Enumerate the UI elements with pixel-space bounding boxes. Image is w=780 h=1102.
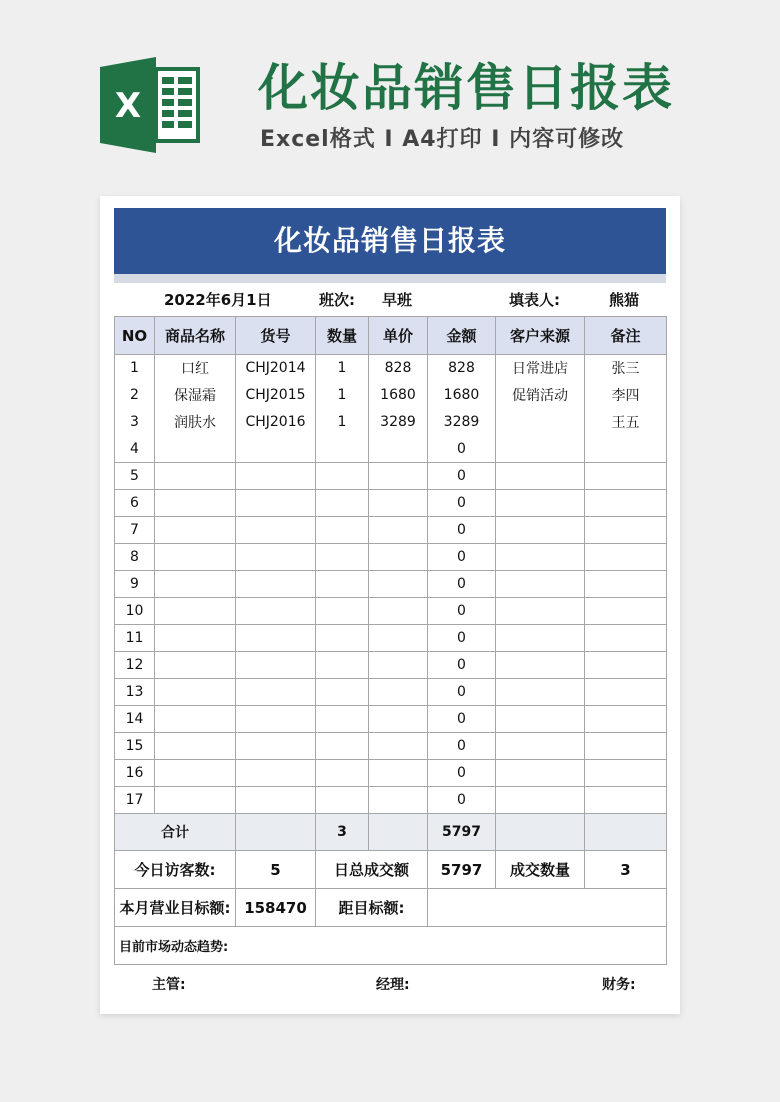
cell-amount[interactable]: 0 bbox=[428, 436, 496, 463]
finance-signature[interactable]: 财务: bbox=[602, 977, 636, 993]
cell-no[interactable]: 3 bbox=[115, 409, 155, 436]
cell-quantity[interactable] bbox=[316, 598, 369, 625]
table-row bbox=[115, 733, 667, 760]
cell-product[interactable]: 润肤水 bbox=[155, 409, 236, 436]
daily-total-value[interactable]: 5797 bbox=[428, 851, 496, 889]
cell-quantity[interactable] bbox=[316, 787, 369, 814]
cell-sku[interactable]: CHJ2014 bbox=[236, 355, 316, 382]
table-row bbox=[115, 598, 667, 625]
cell-amount[interactable]: 0 bbox=[428, 706, 496, 733]
table-row bbox=[115, 409, 667, 436]
cell-sku[interactable] bbox=[236, 787, 316, 814]
table-row bbox=[115, 436, 667, 463]
cell-product[interactable] bbox=[155, 625, 236, 652]
cell-quantity[interactable] bbox=[316, 490, 369, 517]
col-header-no: NO bbox=[115, 317, 155, 355]
cell-product[interactable]: 保湿霜 bbox=[155, 382, 236, 409]
cell-sku[interactable] bbox=[236, 733, 316, 760]
cell-unit-price[interactable] bbox=[369, 706, 428, 733]
cell-product[interactable] bbox=[155, 787, 236, 814]
cell-quantity[interactable] bbox=[316, 463, 369, 490]
monthly-target-value[interactable]: 158470 bbox=[236, 889, 316, 927]
cell-source[interactable] bbox=[496, 598, 585, 625]
cell-sku[interactable] bbox=[236, 463, 316, 490]
cell-unit-price[interactable] bbox=[369, 463, 428, 490]
cell-sku[interactable] bbox=[236, 706, 316, 733]
cell-unit-price[interactable] bbox=[369, 436, 428, 463]
cell-unit-price[interactable]: 1680 bbox=[369, 382, 428, 409]
cell-source[interactable] bbox=[496, 436, 585, 463]
total-cell-empty[interactable] bbox=[496, 814, 585, 851]
cell-product[interactable] bbox=[155, 760, 236, 787]
total-amount[interactable]: 5797 bbox=[428, 814, 496, 851]
cell-notes[interactable] bbox=[585, 652, 667, 679]
total-cell-empty[interactable] bbox=[369, 814, 428, 851]
shift-value[interactable]: 早班 bbox=[382, 291, 413, 309]
table-row bbox=[115, 760, 667, 787]
cell-unit-price[interactable] bbox=[369, 733, 428, 760]
hero-title: 化妆品销售日报表 bbox=[258, 59, 674, 117]
col-header-product: 商品名称 bbox=[155, 317, 236, 355]
table-row bbox=[115, 355, 667, 382]
visitors-label: 今日访客数: bbox=[115, 851, 236, 889]
cell-product[interactable] bbox=[155, 544, 236, 571]
deal-count-label: 成交数量 bbox=[496, 851, 585, 889]
cell-product[interactable] bbox=[155, 517, 236, 544]
cell-quantity[interactable] bbox=[316, 571, 369, 598]
report-date[interactable]: 2022年6月1日 bbox=[164, 291, 272, 309]
cell-amount[interactable]: 0 bbox=[428, 598, 496, 625]
cell-amount[interactable]: 0 bbox=[428, 652, 496, 679]
table-row bbox=[115, 517, 667, 544]
cell-sku[interactable]: CHJ2015 bbox=[236, 382, 316, 409]
cell-quantity[interactable]: 1 bbox=[316, 409, 369, 436]
cell-notes[interactable]: 王五 bbox=[585, 409, 667, 436]
cell-product[interactable] bbox=[155, 463, 236, 490]
banner-divider bbox=[114, 274, 666, 283]
gap-value[interactable] bbox=[428, 889, 667, 927]
cell-source[interactable] bbox=[496, 679, 585, 706]
cell-unit-price[interactable] bbox=[369, 517, 428, 544]
shift-label: 班次: bbox=[319, 291, 355, 309]
cell-quantity[interactable] bbox=[316, 652, 369, 679]
cell-unit-price[interactable] bbox=[369, 679, 428, 706]
target-row bbox=[115, 889, 667, 927]
table-row bbox=[115, 490, 667, 517]
daily-total-label: 日总成交额 bbox=[316, 851, 428, 889]
cell-amount[interactable]: 0 bbox=[428, 517, 496, 544]
cell-source[interactable] bbox=[496, 625, 585, 652]
info-row bbox=[114, 286, 666, 312]
cell-sku[interactable] bbox=[236, 571, 316, 598]
cell-source[interactable] bbox=[496, 706, 585, 733]
sheet-title: 化妆品销售日报表 bbox=[114, 208, 666, 274]
cell-quantity[interactable] bbox=[316, 679, 369, 706]
hero-subtitle: Excel格式 I A4打印 I 内容可修改 bbox=[260, 127, 625, 152]
table-row bbox=[115, 625, 667, 652]
total-cell-empty[interactable] bbox=[236, 814, 316, 851]
cell-no[interactable]: 9 bbox=[115, 571, 155, 598]
total-label: 合计 bbox=[115, 814, 236, 851]
cell-notes[interactable] bbox=[585, 598, 667, 625]
col-header-source: 客户来源 bbox=[496, 317, 585, 355]
cell-product[interactable] bbox=[155, 436, 236, 463]
table-row bbox=[115, 652, 667, 679]
cell-notes[interactable] bbox=[585, 679, 667, 706]
cell-sku[interactable] bbox=[236, 679, 316, 706]
cell-unit-price[interactable] bbox=[369, 625, 428, 652]
cell-unit-price[interactable] bbox=[369, 787, 428, 814]
table-row bbox=[115, 706, 667, 733]
cell-source[interactable] bbox=[496, 787, 585, 814]
cell-source[interactable] bbox=[496, 463, 585, 490]
cell-notes[interactable] bbox=[585, 490, 667, 517]
cell-unit-price[interactable] bbox=[369, 598, 428, 625]
cell-quantity[interactable] bbox=[316, 517, 369, 544]
cell-quantity[interactable] bbox=[316, 625, 369, 652]
cell-quantity[interactable] bbox=[316, 760, 369, 787]
cell-source[interactable] bbox=[496, 544, 585, 571]
cell-unit-price[interactable] bbox=[369, 490, 428, 517]
cell-sku[interactable] bbox=[236, 625, 316, 652]
cell-source[interactable] bbox=[496, 733, 585, 760]
cell-amount[interactable]: 0 bbox=[428, 787, 496, 814]
cell-product[interactable]: 口红 bbox=[155, 355, 236, 382]
table-row bbox=[115, 544, 667, 571]
cell-notes[interactable] bbox=[585, 733, 667, 760]
cell-amount[interactable]: 828 bbox=[428, 355, 496, 382]
cell-no[interactable]: 14 bbox=[115, 706, 155, 733]
col-header-sku: 货号 bbox=[236, 317, 316, 355]
cell-source[interactable]: 促销活动 bbox=[496, 382, 585, 409]
table-row bbox=[115, 571, 667, 598]
cell-unit-price[interactable]: 828 bbox=[369, 355, 428, 382]
cell-notes[interactable] bbox=[585, 517, 667, 544]
cell-product[interactable] bbox=[155, 679, 236, 706]
cell-quantity[interactable]: 1 bbox=[316, 382, 369, 409]
col-header-notes: 备注 bbox=[585, 317, 667, 355]
cell-unit-price[interactable] bbox=[369, 544, 428, 571]
cell-amount[interactable]: 0 bbox=[428, 679, 496, 706]
visitors-value[interactable]: 5 bbox=[236, 851, 316, 889]
table-row bbox=[115, 679, 667, 706]
cell-amount[interactable]: 0 bbox=[428, 571, 496, 598]
cell-notes[interactable]: 李四 bbox=[585, 382, 667, 409]
cell-sku[interactable]: CHJ2016 bbox=[236, 409, 316, 436]
cell-no[interactable]: 15 bbox=[115, 733, 155, 760]
table-row bbox=[115, 787, 667, 814]
cell-amount[interactable]: 1680 bbox=[428, 382, 496, 409]
cell-unit-price[interactable] bbox=[369, 760, 428, 787]
cell-source[interactable] bbox=[496, 517, 585, 544]
signature-row bbox=[114, 974, 666, 994]
monthly-target-label: 本月营业目标额: bbox=[115, 889, 236, 927]
cell-amount[interactable]: 0 bbox=[428, 544, 496, 571]
cell-product[interactable] bbox=[155, 652, 236, 679]
visitors-row bbox=[115, 851, 667, 889]
cell-no[interactable]: 10 bbox=[115, 598, 155, 625]
filler-value[interactable]: 熊猫 bbox=[609, 291, 640, 309]
cell-unit-price[interactable] bbox=[369, 571, 428, 598]
total-row bbox=[115, 814, 667, 851]
cell-source[interactable] bbox=[496, 409, 585, 436]
cell-product[interactable] bbox=[155, 733, 236, 760]
cell-no[interactable]: 6 bbox=[115, 490, 155, 517]
cell-no[interactable]: 1 bbox=[115, 355, 155, 382]
cell-quantity[interactable] bbox=[316, 436, 369, 463]
cell-quantity[interactable] bbox=[316, 706, 369, 733]
cell-no[interactable]: 13 bbox=[115, 679, 155, 706]
sales-table bbox=[114, 316, 667, 965]
cell-sku[interactable] bbox=[236, 760, 316, 787]
header-row bbox=[115, 317, 667, 355]
cell-source[interactable] bbox=[496, 571, 585, 598]
cell-quantity[interactable]: 1 bbox=[316, 355, 369, 382]
total-cell-empty[interactable] bbox=[585, 814, 667, 851]
cell-notes[interactable] bbox=[585, 625, 667, 652]
cell-notes[interactable] bbox=[585, 760, 667, 787]
cell-sku[interactable] bbox=[236, 436, 316, 463]
table-row bbox=[115, 382, 667, 409]
cell-amount[interactable]: 0 bbox=[428, 733, 496, 760]
deal-count-value[interactable]: 3 bbox=[585, 851, 667, 889]
gap-label: 距目标额: bbox=[316, 889, 428, 927]
table-row bbox=[115, 463, 667, 490]
cell-no[interactable]: 12 bbox=[115, 652, 155, 679]
cell-quantity[interactable] bbox=[316, 544, 369, 571]
cell-notes[interactable] bbox=[585, 571, 667, 598]
cell-source[interactable]: 日常进店 bbox=[496, 355, 585, 382]
cell-notes[interactable] bbox=[585, 787, 667, 814]
total-quantity[interactable]: 3 bbox=[316, 814, 369, 851]
cell-source[interactable] bbox=[496, 652, 585, 679]
cell-notes[interactable] bbox=[585, 706, 667, 733]
cell-sku[interactable] bbox=[236, 652, 316, 679]
cell-product[interactable] bbox=[155, 706, 236, 733]
cell-unit-price[interactable]: 3289 bbox=[369, 409, 428, 436]
cell-sku[interactable] bbox=[236, 490, 316, 517]
cell-no[interactable]: 16 bbox=[115, 760, 155, 787]
cell-quantity[interactable] bbox=[316, 733, 369, 760]
cell-no[interactable]: 11 bbox=[115, 625, 155, 652]
cell-product[interactable] bbox=[155, 598, 236, 625]
cell-amount[interactable]: 0 bbox=[428, 463, 496, 490]
cell-notes[interactable]: 张三 bbox=[585, 355, 667, 382]
col-header-unit-price: 单价 bbox=[369, 317, 428, 355]
trend-row bbox=[115, 927, 667, 965]
cell-amount[interactable]: 0 bbox=[428, 625, 496, 652]
col-header-quantity: 数量 bbox=[316, 317, 369, 355]
cell-notes[interactable] bbox=[585, 463, 667, 490]
cell-no[interactable]: 8 bbox=[115, 544, 155, 571]
cell-product[interactable] bbox=[155, 490, 236, 517]
cell-notes[interactable] bbox=[585, 436, 667, 463]
cell-no[interactable]: 7 bbox=[115, 517, 155, 544]
svg-text:X: X bbox=[114, 86, 142, 126]
cell-source[interactable] bbox=[496, 490, 585, 517]
cell-sku[interactable] bbox=[236, 598, 316, 625]
cell-no[interactable]: 4 bbox=[115, 436, 155, 463]
excel-icon bbox=[100, 57, 200, 153]
cell-amount[interactable]: 3289 bbox=[428, 409, 496, 436]
cell-sku[interactable] bbox=[236, 544, 316, 571]
trend-cell[interactable]: 目前市场动态趋势: bbox=[115, 927, 667, 965]
cell-amount[interactable]: 0 bbox=[428, 760, 496, 787]
cell-source[interactable] bbox=[496, 760, 585, 787]
cell-no[interactable]: 17 bbox=[115, 787, 155, 814]
supervisor-signature[interactable]: 主管: bbox=[152, 977, 186, 993]
cell-no[interactable]: 5 bbox=[115, 463, 155, 490]
filler-label: 填表人: bbox=[509, 291, 560, 309]
cell-sku[interactable] bbox=[236, 517, 316, 544]
cell-unit-price[interactable] bbox=[369, 652, 428, 679]
spreadsheet-card bbox=[100, 196, 680, 1014]
cell-product[interactable] bbox=[155, 571, 236, 598]
manager-signature[interactable]: 经理: bbox=[376, 977, 410, 993]
col-header-amount: 金额 bbox=[428, 317, 496, 355]
cell-amount[interactable]: 0 bbox=[428, 490, 496, 517]
cell-notes[interactable] bbox=[585, 544, 667, 571]
cell-no[interactable]: 2 bbox=[115, 382, 155, 409]
